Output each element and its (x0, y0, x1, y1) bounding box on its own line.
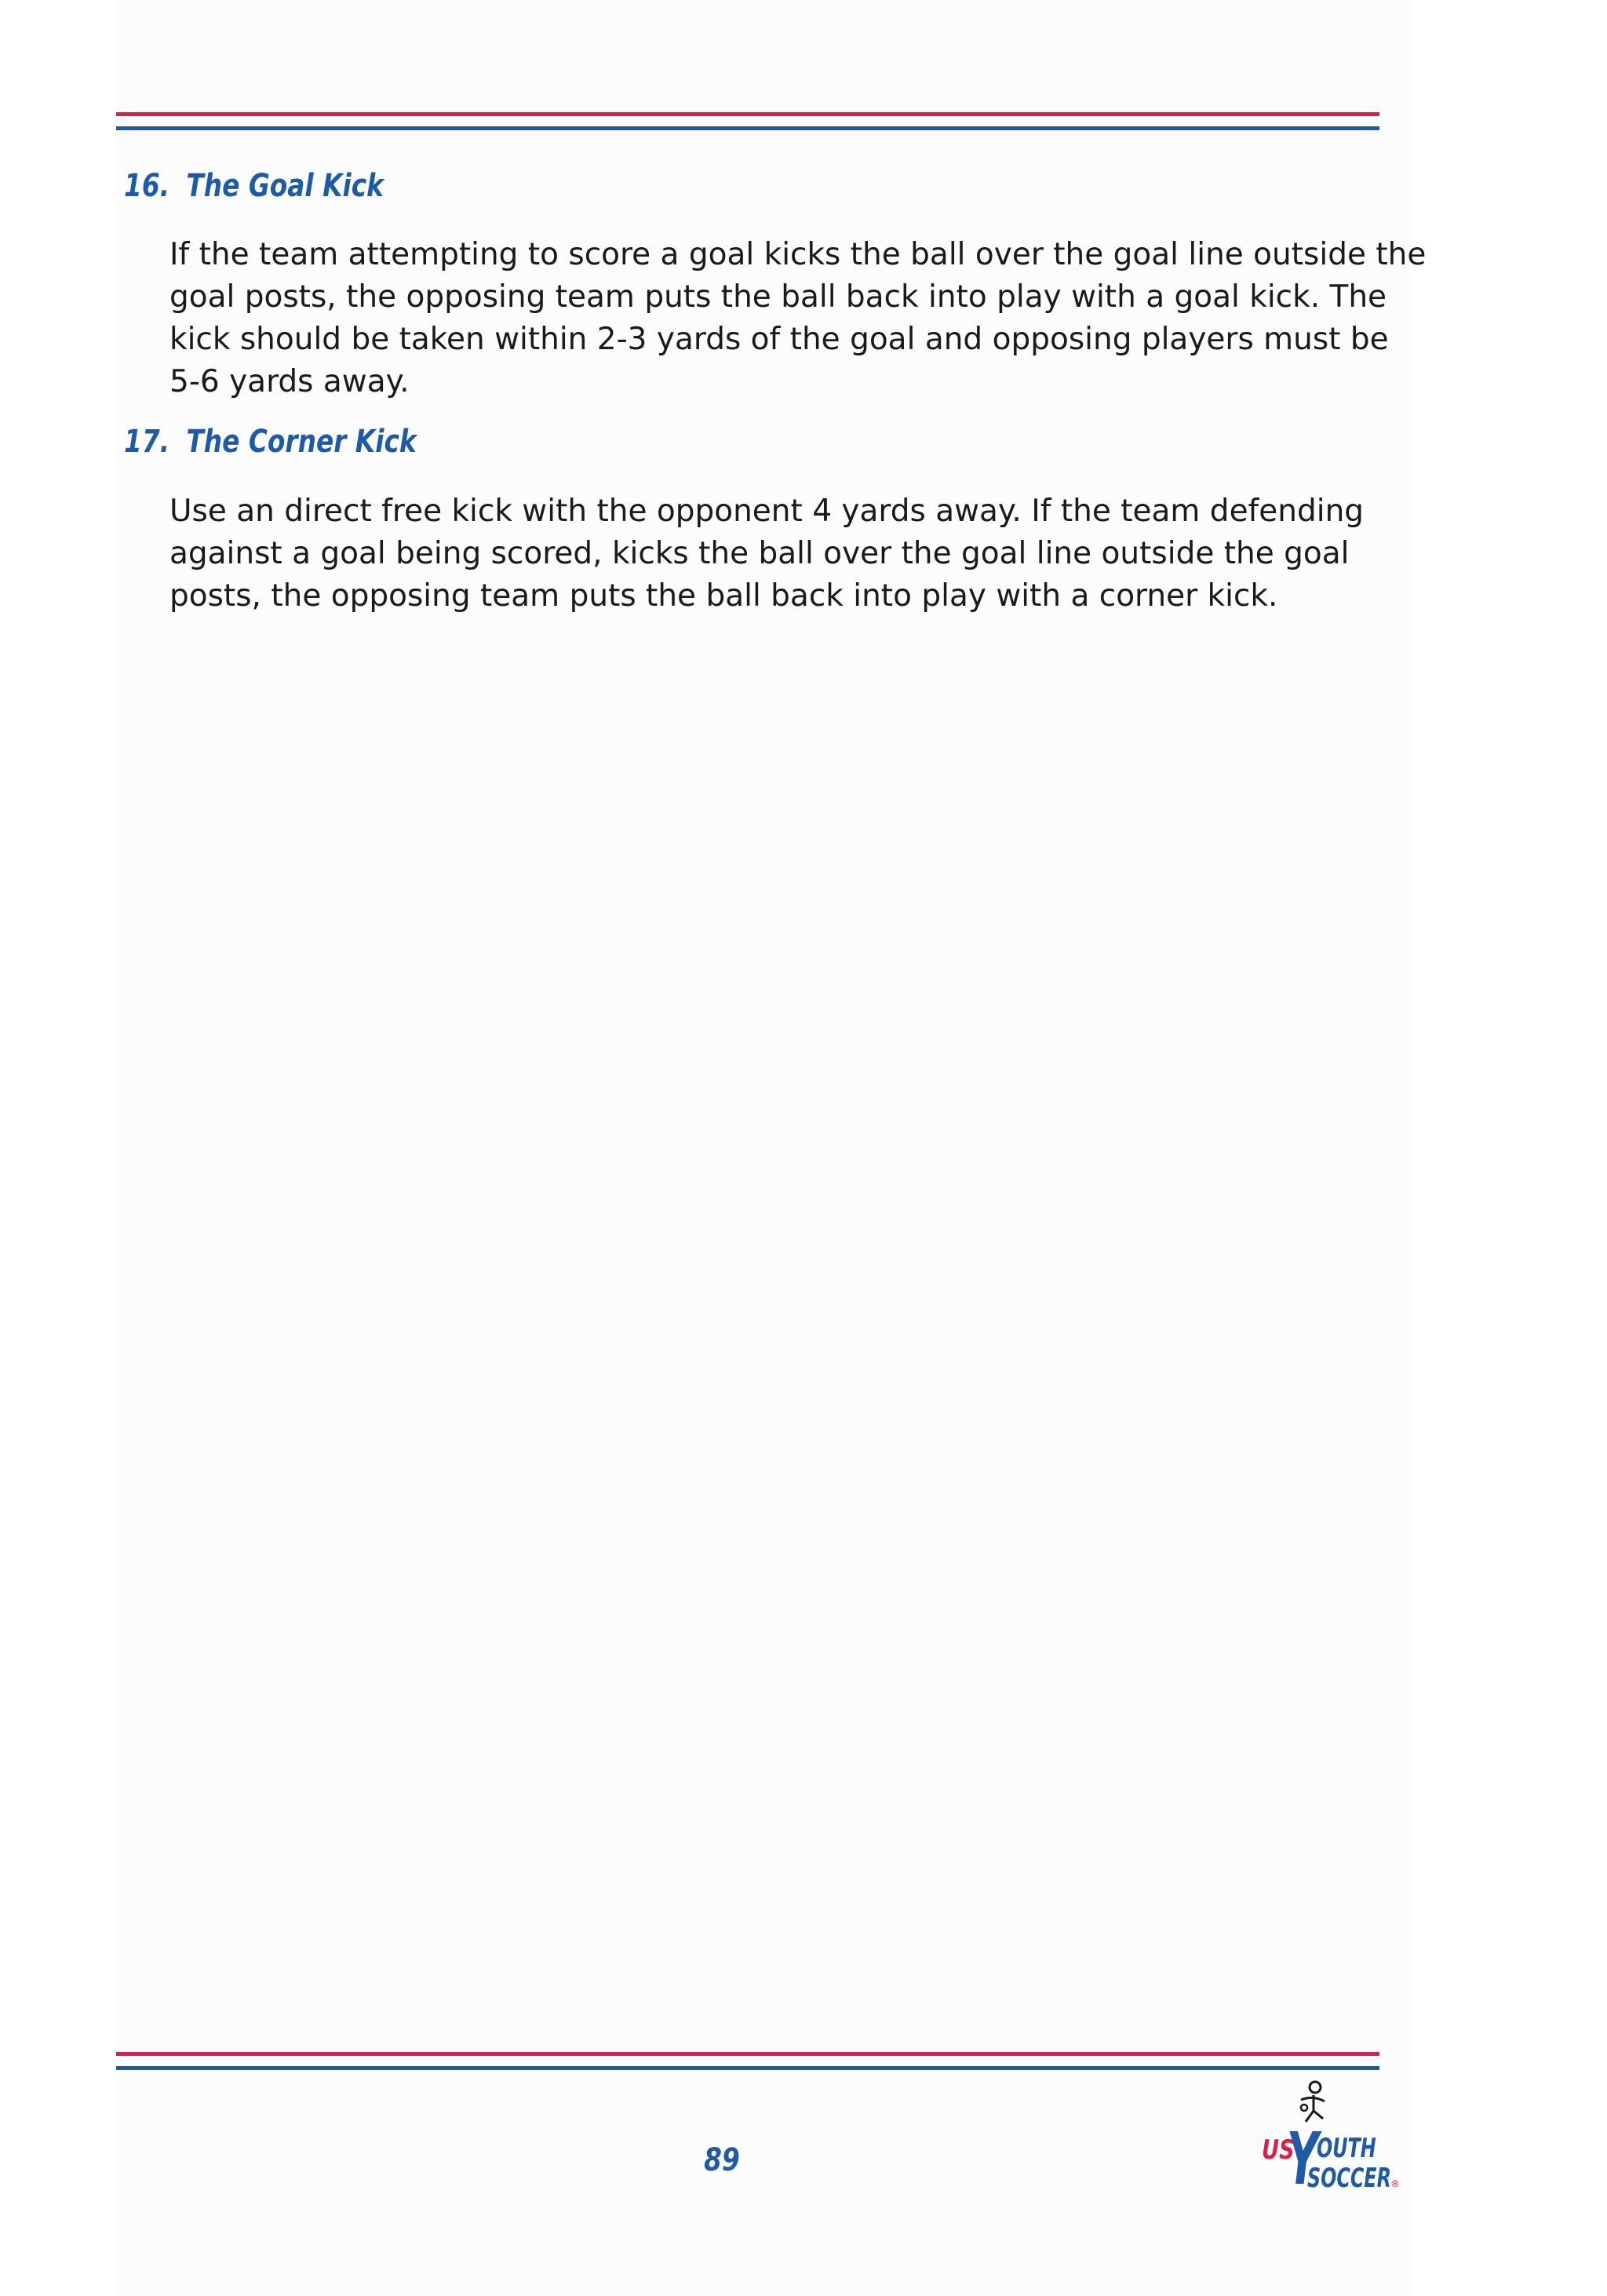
footer-rule-blue (116, 2066, 1379, 2070)
paragraph-line: posts, the opposing team puts the ball back into play with a corner kick. (169, 578, 1278, 614)
section-title-corner-kick (124, 424, 417, 460)
paragraph-line: against a goal being scored, kicks the ball over the goal line outside the goal (169, 536, 1350, 571)
logo-us-text: US (1262, 2134, 1295, 2166)
paragraph-line: If the team attempting to score a goal kicks the ball over the goal line outside the (169, 237, 1427, 272)
logo-y-text: Y (1287, 2117, 1318, 2201)
paragraph-line: Use an direct free kick with the opponent 4 yards away. If the team defending (169, 494, 1365, 529)
paragraph-goal-kick (169, 234, 1427, 403)
page-number: 89 (704, 2142, 740, 2178)
section-title-goal-kick (124, 168, 384, 204)
section-number: 17. (124, 424, 170, 460)
paragraph-line: 5-6 yards away. (169, 364, 410, 399)
logo-soccer-text: SOCCER (1307, 2163, 1391, 2194)
section-number: 16. (124, 168, 170, 204)
footer-rule-red (116, 2052, 1379, 2056)
logo-registered-mark: ® (1390, 2178, 1400, 2189)
header-rule-red (116, 112, 1379, 116)
logo-outh-text: OUTH (1317, 2133, 1376, 2164)
section-title-text: The Goal Kick (186, 168, 384, 204)
paragraph-line: goal posts, the opposing team puts the ball back into play with a goal kick. The (169, 279, 1387, 315)
us-youth-soccer-logo (1262, 2079, 1403, 2201)
paragraph-corner-kick (169, 490, 1394, 618)
header-rule-blue (116, 126, 1379, 130)
section-title-text: The Corner Kick (186, 424, 417, 460)
paragraph-line: kick should be taken within 2-3 yards of the goal and opposing players must be (169, 322, 1389, 357)
